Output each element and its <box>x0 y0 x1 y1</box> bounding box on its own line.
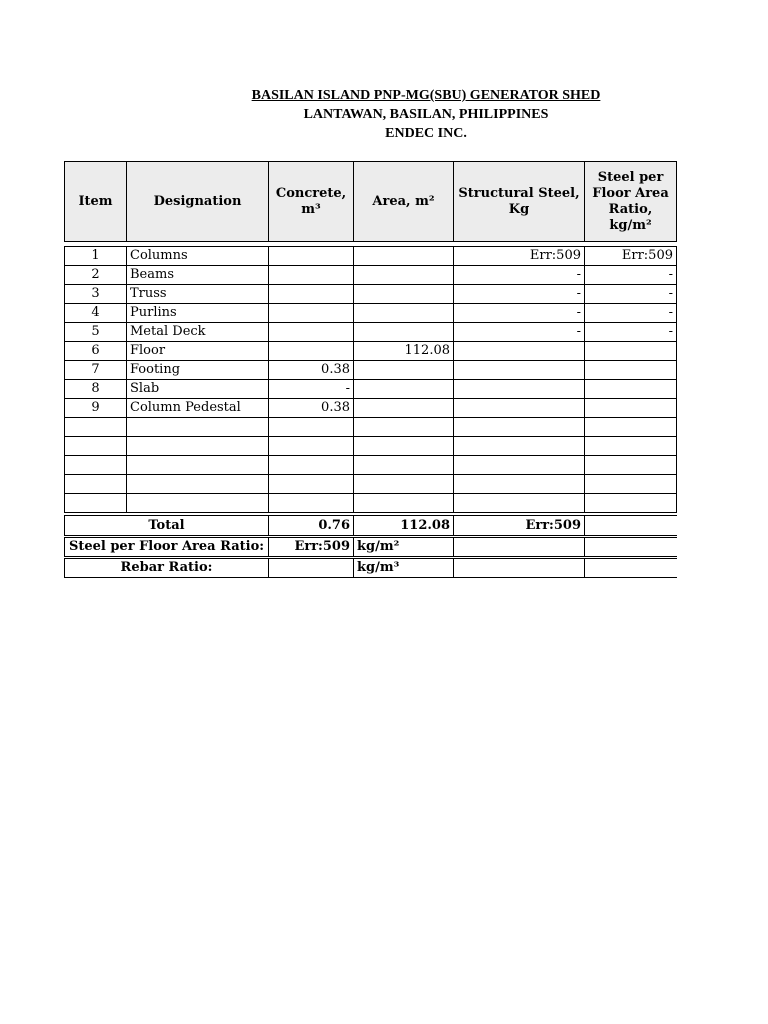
row-ratio: - <box>585 266 677 285</box>
row-item <box>65 456 127 475</box>
row-area <box>354 494 454 513</box>
table-row <box>65 247 677 266</box>
row-concrete <box>269 475 354 494</box>
row-ratio <box>585 456 677 475</box>
row-designation: Footing <box>127 361 269 380</box>
steel-ratio-label: Steel per Floor Area Ratio: <box>65 538 269 557</box>
document-header <box>200 86 652 143</box>
row-concrete: 0.38 <box>269 361 354 380</box>
company-name: ENDEC INC. <box>385 126 467 141</box>
rebar-ratio-unit: kg/m³ <box>354 559 454 578</box>
row-area <box>354 266 454 285</box>
row-steel: Err:509 <box>454 247 585 266</box>
header-concrete: Concrete, m³ <box>269 162 354 242</box>
table-row <box>65 399 677 418</box>
row-concrete <box>269 323 354 342</box>
table-row <box>65 323 677 342</box>
row-designation: Floor <box>127 342 269 361</box>
table-row <box>65 418 677 437</box>
quantity-sheet <box>64 161 676 578</box>
row-steel <box>454 380 585 399</box>
header-area: Area, m² <box>354 162 454 242</box>
total-row <box>64 515 677 536</box>
row-steel <box>454 437 585 456</box>
row-steel <box>454 475 585 494</box>
row-item: 6 <box>65 342 127 361</box>
total-area: 112.08 <box>354 516 454 536</box>
row-designation <box>127 418 269 437</box>
row-item: 7 <box>65 361 127 380</box>
row-designation: Purlins <box>127 304 269 323</box>
table-row <box>65 475 677 494</box>
row-steel <box>454 399 585 418</box>
row-area <box>354 437 454 456</box>
row-area <box>354 361 454 380</box>
row-concrete <box>269 418 354 437</box>
rebar-ratio-empty-2 <box>585 559 677 578</box>
table-row <box>65 285 677 304</box>
table-row <box>65 342 677 361</box>
row-concrete <box>269 437 354 456</box>
row-steel <box>454 342 585 361</box>
row-item <box>65 475 127 494</box>
row-designation <box>127 456 269 475</box>
row-area <box>354 456 454 475</box>
row-item <box>65 437 127 456</box>
steel-ratio-row <box>64 537 677 557</box>
row-item: 2 <box>65 266 127 285</box>
row-steel: - <box>454 304 585 323</box>
row-designation <box>127 475 269 494</box>
row-steel <box>454 361 585 380</box>
table-body <box>64 246 677 513</box>
row-ratio <box>585 418 677 437</box>
table-row <box>65 304 677 323</box>
row-item: 8 <box>65 380 127 399</box>
row-ratio: - <box>585 323 677 342</box>
rebar-ratio-value <box>269 559 354 578</box>
row-item <box>65 418 127 437</box>
row-ratio <box>585 380 677 399</box>
table-row <box>65 494 677 513</box>
steel-ratio-value: Err:509 <box>269 538 354 557</box>
row-designation <box>127 437 269 456</box>
header-structural-steel: Structural Steel, Kg <box>454 162 585 242</box>
row-concrete: 0.38 <box>269 399 354 418</box>
row-area <box>354 304 454 323</box>
row-concrete <box>269 456 354 475</box>
table-row <box>65 266 677 285</box>
row-area <box>354 285 454 304</box>
header-designation: Designation <box>127 162 269 242</box>
project-location: LANTAWAN, BASILAN, PHILIPPINES <box>303 107 549 122</box>
total-ratio <box>585 516 677 536</box>
row-ratio <box>585 399 677 418</box>
row-area <box>354 399 454 418</box>
row-concrete <box>269 247 354 266</box>
row-item: 1 <box>65 247 127 266</box>
row-item: 9 <box>65 399 127 418</box>
row-ratio <box>585 494 677 513</box>
row-designation: Metal Deck <box>127 323 269 342</box>
table-row <box>65 456 677 475</box>
steel-ratio-empty <box>454 538 585 557</box>
row-ratio <box>585 437 677 456</box>
row-concrete <box>269 266 354 285</box>
row-steel: - <box>454 323 585 342</box>
table-row <box>65 380 677 399</box>
row-steel: - <box>454 266 585 285</box>
rebar-ratio-empty <box>454 559 585 578</box>
row-item: 5 <box>65 323 127 342</box>
rebar-ratio-row <box>64 558 677 578</box>
row-ratio: - <box>585 304 677 323</box>
row-steel: - <box>454 285 585 304</box>
row-ratio <box>585 475 677 494</box>
row-item: 4 <box>65 304 127 323</box>
row-designation: Slab <box>127 380 269 399</box>
row-area <box>354 247 454 266</box>
row-designation: Truss <box>127 285 269 304</box>
row-item: 3 <box>65 285 127 304</box>
header-item: Item <box>65 162 127 242</box>
row-concrete <box>269 342 354 361</box>
table-row <box>65 437 677 456</box>
row-area <box>354 475 454 494</box>
row-designation <box>127 494 269 513</box>
table-header <box>64 161 677 242</box>
row-designation: Column Pedestal <box>127 399 269 418</box>
row-item <box>65 494 127 513</box>
row-designation: Columns <box>127 247 269 266</box>
total-steel: Err:509 <box>454 516 585 536</box>
total-concrete: 0.76 <box>269 516 354 536</box>
row-ratio <box>585 342 677 361</box>
rebar-ratio-label: Rebar Ratio: <box>65 559 269 578</box>
row-ratio: Err:509 <box>585 247 677 266</box>
row-steel <box>454 456 585 475</box>
row-area <box>354 418 454 437</box>
row-steel <box>454 494 585 513</box>
table-row <box>65 361 677 380</box>
row-steel <box>454 418 585 437</box>
header-steel-ratio: Steel per Floor Area Ratio, kg/m² <box>585 162 677 242</box>
row-area <box>354 380 454 399</box>
project-title: BASILAN ISLAND PNP-MG(SBU) GENERATOR SHED <box>251 88 601 103</box>
total-label: Total <box>65 516 269 536</box>
row-concrete <box>269 304 354 323</box>
row-designation: Beams <box>127 266 269 285</box>
row-concrete: - <box>269 380 354 399</box>
row-ratio <box>585 361 677 380</box>
row-area <box>354 323 454 342</box>
row-concrete <box>269 285 354 304</box>
row-area: 112.08 <box>354 342 454 361</box>
row-concrete <box>269 494 354 513</box>
row-ratio: - <box>585 285 677 304</box>
steel-ratio-empty-2 <box>585 538 677 557</box>
steel-ratio-unit: kg/m² <box>354 538 454 557</box>
